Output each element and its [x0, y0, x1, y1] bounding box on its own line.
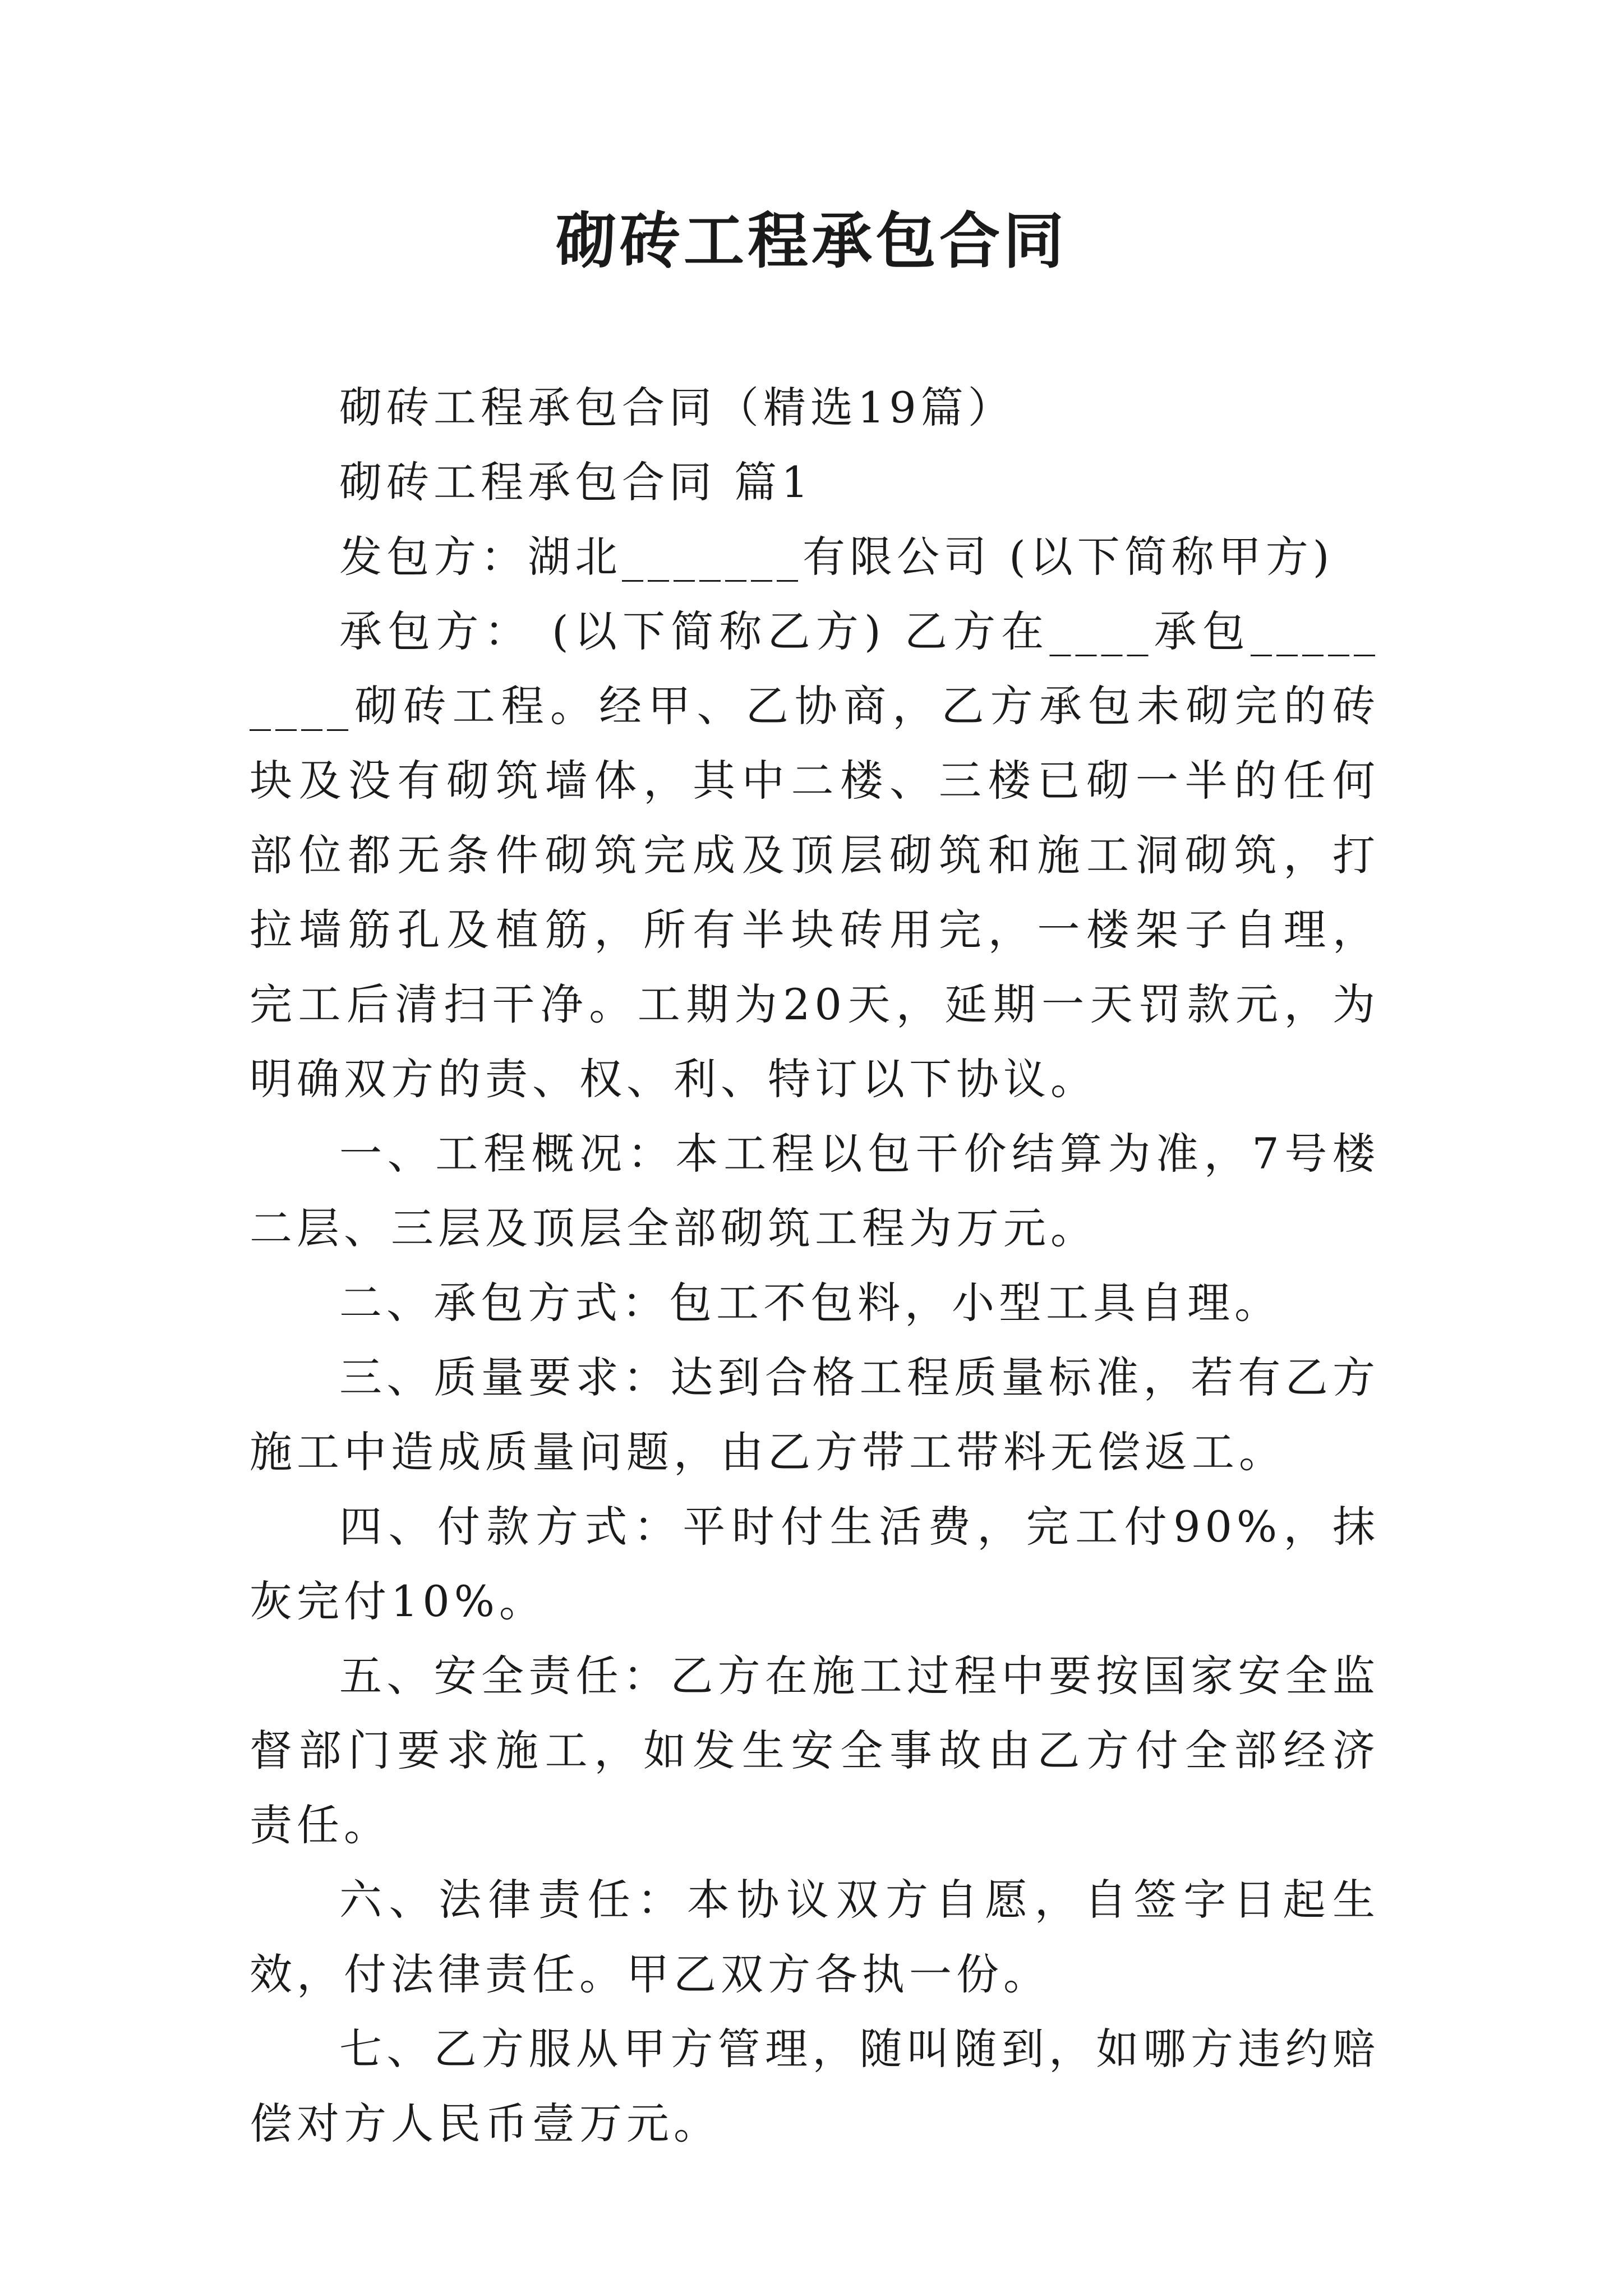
paragraph-section-heading: 砌砖工程承包合同 篇1 [339, 457, 813, 507]
paragraph-clause-2: 二、承包方式：包工不包料，小型工具自理。 [339, 1278, 1281, 1328]
paragraph-clause-6: 六、法律责任：本协议双方自愿，自签字日起生效，付法律责任。甲乙双方各执一份。 [250, 1875, 1380, 1999]
document-body [250, 370, 1380, 2161]
paragraph-clause-7: 七、乙方服从甲方管理，随叫随到，如哪方违约赔偿对方人民币壹万元。 [250, 2024, 1380, 2148]
document-title: 砌砖工程承包合同 [555, 206, 1067, 277]
paragraph-clause-4: 四、付款方式：平时付生活费，完工付90%，抹灰完付10%。 [250, 1502, 1380, 1626]
paragraph-party-a: 发包方：湖北_______有限公司 (以下简称甲方) [339, 532, 1334, 582]
paragraph-clause-1: 一、工程概况：本工程以包干价结算为准，7号楼二层、三层及顶层全部砌筑工程为万元。 [250, 1129, 1380, 1253]
paragraph-party-b: 承包方： (以下简称乙方) 乙方在____承包_________砌砖工程。经甲、乙协商，乙方承包未砌完的砖块及没有砌筑墙体，其中二楼、三楼已砌一半的任何部位都无条件砌筑完成及顶层砌筑和施工洞砌筑，打拉墙筋孔及植筋，所有半块砖用完，一楼架子自理，完工后清扫干净。工期为20天，延期一天罚款元，为明确双方的责、权、利、特订以下协议。 [250, 606, 1380, 1104]
paragraph-subtitle: 砌砖工程承包合同（精选19篇） [339, 383, 1015, 432]
paragraph-clause-5: 五、安全责任：乙方在施工过程中要按国家安全监督部门要求施工，如发生安全事故由乙方付全部经济责任。 [250, 1651, 1380, 1850]
paragraph-clause-3: 三、质量要求：达到合格工程质量标准，若有乙方施工中造成质量问题，由乙方带工带料无偿返工。 [250, 1352, 1380, 1477]
